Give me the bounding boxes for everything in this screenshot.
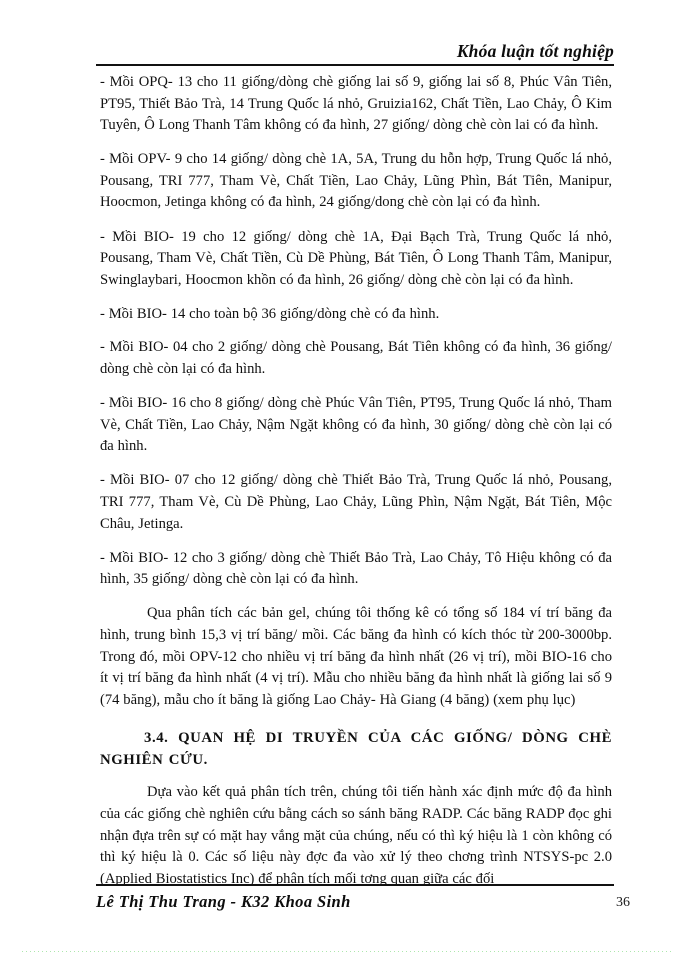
- paragraph-bio-07: - Mồi BIO- 07 cho 12 giống/ dòng chè Thiết Bảo Trà, Trung Quốc lá nhỏ, Pousang, TRI 777, Tham Vè, Cù Dề Phùng, Lao Chảy, Lũng Phìn, Nậm Ngặt, Bát Tiên, Mộc Châu, Jetinga.: [100, 472, 612, 532]
- page-body: [100, 72, 612, 903]
- paragraph-bio-16: - Mồi BIO- 16 cho 8 giống/ dòng chè Phúc Vân Tiên, PT95, Trung Quốc lá nhỏ, Tham Vè, Chất Tiền, Lao Chảy, Nậm Ngặt không có đa hình, 30 giống/ dòng chè còn lại có đa hình.: [100, 395, 612, 455]
- footer-rule: [96, 884, 614, 886]
- footer-author: Lê Thị Thu Trang - K32 Khoa Sinh: [96, 892, 351, 911]
- paragraph-opv-9: - Mồi OPV- 9 cho 14 giống/ dòng chè 1A, 5A, Trung du hỗn hợp, Trung Quốc lá nhỏ, Pousang, TRI 777, Tham Vè, Chất Tiền, Lao Chảy, Lũng Phìn, Bát Tiên, Manipur, Hoocmon, Jetinga không có đa hình, 24 giống/dong chè còn lại có đa hình.: [100, 151, 612, 211]
- header-rule: [96, 64, 614, 66]
- page-footer: [96, 884, 630, 924]
- section-heading-3-4: 3.4. QUAN HỆ DI TRUYỀN CỦA CÁC GIỐNG/ DÒNG CHÈ NGHIÊN CỨU.: [100, 730, 612, 769]
- paragraph-opq-13: - Mồi OPQ- 13 cho 11 giống/dòng chè giống lai số 9, giống lai số 8, Phúc Vân Tiên, PT95, Thiết Bảo Trà, 14 Trung Quốc lá nhỏ, Gruizia162, Chất Tiền, Lao Chảy, Ô Kim Tuyên, Ô Long Thanh Tâm không có đa hình, 27 giống/ dòng chè còn lai có đa hình.: [100, 74, 612, 134]
- page-number: 36: [616, 895, 630, 910]
- header-title: Khóa luận tốt nghiệp: [456, 41, 614, 61]
- paragraph-bio-12: - Mồi BIO- 12 cho 3 giống/ dòng chè Thiết Bảo Trà, Lao Chảy, Tô Hiệu không có đa hình, 35 giống/ dòng chè còn lại có đa hình.: [100, 549, 612, 588]
- paragraph-bio-04: - Mồi BIO- 04 cho 2 giống/ dòng chè Pousang, Bát Tiên không có đa hình, 36 giống/ dòng chè còn lại có đa hình.: [100, 339, 612, 378]
- paragraph-bio-14: - Mồi BIO- 14 cho toàn bộ 36 giống/dòng chè có đa hình.: [100, 305, 440, 322]
- page-header: [96, 30, 614, 66]
- paragraph-bio-19: - Mồi BIO- 19 cho 12 giống/ dòng chè 1A, Đại Bạch Trà, Trung Quốc lá nhỏ, Pousang, Tham Vè, Chất Tiền, Cù Dề Phùng, Bát Tiên, Ô Long Thanh Tâm, Manipur, Swinglaybari, Hoocmon khồn có đa hình, 26 giống/ dòng chè còn lại có đa hình.: [100, 228, 612, 288]
- paragraph-section-3-4-intro: Dựa vào kết quả phân tích trên, chúng tôi tiến hành xác định mức độ đa hình của các giống chè nghiên cứu bằng cách so sánh băng RADP. Các băng RADP đọc ghi nhận đựa trên sự có mặt hay vắng mặt của chúng, nếu có thì ký hiệu là 1 còn không có thì ký hiệu là 0. Các số liệu này đợc đa vào xử lý theo chơng trình NTSYS-pc 2.0 (Applied Biostatistics Inc) để phân tích mối tơng quan giữa các đối: [100, 784, 612, 887]
- scan-edge-artifact: [22, 951, 674, 952]
- paragraph-analysis-summary: Qua phân tích các bản gel, chúng tôi thống kê có tổng số 184 ví trí băng đa hình, trung bình 15,3 vị trí băng/ mồi. Các băng đa hình có kích thóc từ 200-3000bp. Trong đó, mồi OPV-12 cho nhiều vị trí băng đa hình nhất (26 vị trí), mồi BIO-16 cho ít vị trí băng đa hình nhất (4 vị trí). Mẫu cho nhiều băng đa hình nhất là giống lai số 9 (74 băng), mẫu cho ít băng là giống Lao Chảy- Hà Giang (4 băng) (xem phụ lục): [100, 605, 612, 708]
